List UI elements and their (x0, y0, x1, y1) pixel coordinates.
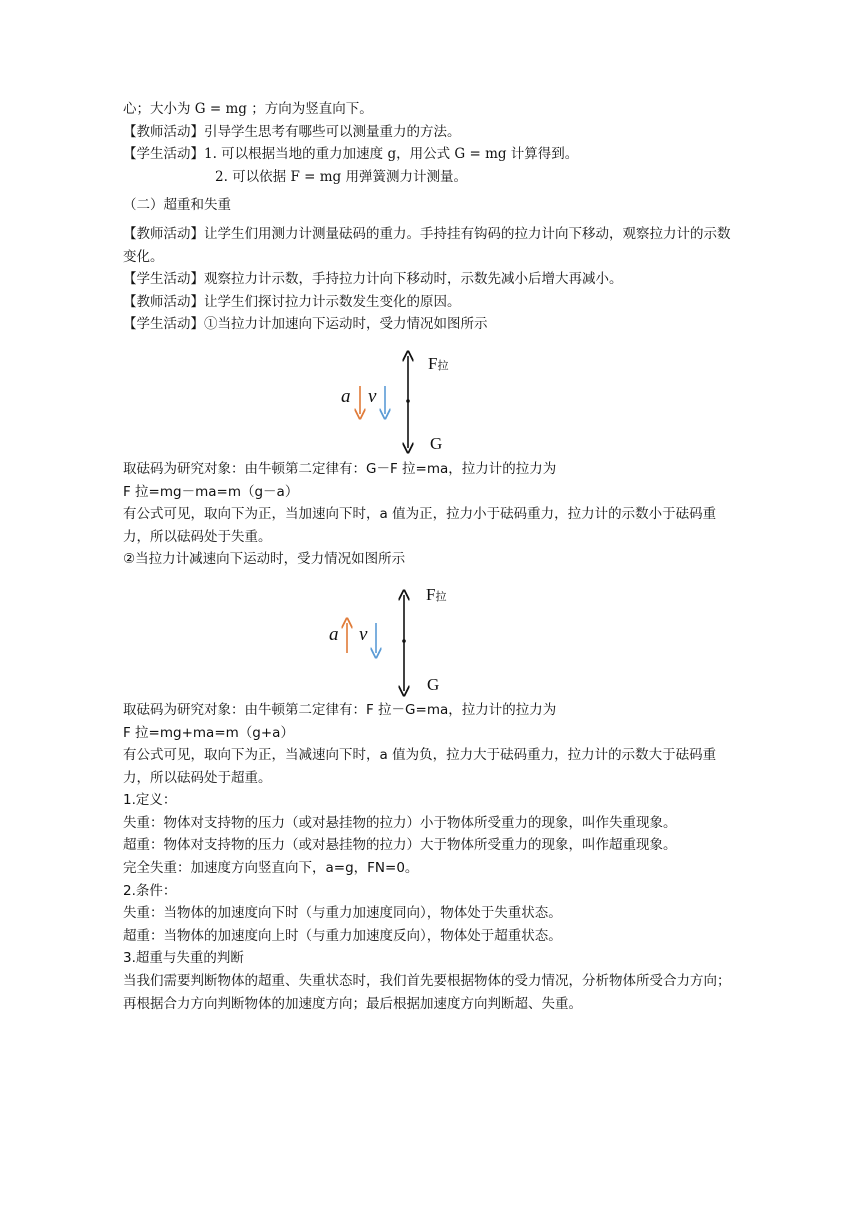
mass-point-2 (402, 639, 406, 643)
heading-conditions: 2.条件： (123, 882, 177, 899)
acceleration-label-1: a (341, 385, 351, 407)
text-line-student-activity-1: 【学生活动】1. 可以根据当地的重力加速度 g，用公式 G = mg 计算得到。 (123, 146, 579, 163)
heading-judgement: 3.超重与失重的判断 (123, 950, 244, 967)
text-line-student-activity-3: 【学生活动】①当拉力计加速向下运动时，受力情况如图所示 (123, 316, 488, 333)
text-line-teacher-activity-3: 【教师活动】让学生们探讨拉力计示数发生变化的原因。 (123, 293, 461, 310)
text-line-newton-law-2: 取砝码为研究对象：由牛顿第二定律有：F 拉－G=ma，拉力计的拉力为 (123, 701, 557, 718)
section-heading-overweight-weightless: （二）超重和失重 (123, 197, 231, 214)
text-line-judgement-method: 当我们需要判断物体的超重、失重状态时，我们首先要根据物体的受力情况，分析物体所受合力方向；再根据合力方向判断物体的加速度方向；最后根据加速度方向判断超、失重。 (123, 973, 731, 1012)
acceleration-label-2: a (329, 623, 339, 645)
text-line-conclusion-weightless: 有公式可见，取向下为正，当加速向下时，a 值为正，拉力小于砝码重力，拉力计的示数小于砝码重力，所以砝码处于失重。 (123, 506, 717, 545)
document-body (123, 98, 743, 1015)
text-line-weightless-definition: 失重：物体对支持物的压力（或对悬挂物的拉力）小于物体所受重力的现象，叫作失重现象。 (123, 814, 677, 831)
text-line-conclusion-overweight: 有公式可见，取向下为正，当减速向下时，a 值为负，拉力大于砝码重力，拉力计的示数大于砝码重力，所以砝码处于超重。 (123, 747, 717, 786)
text-line-student-activity-2: 【学生活动】观察拉力计示数，手持拉力计向下移动时，示数先减小后增大再减小。 (123, 271, 623, 288)
text-line-teacher-activity-1: 【教师活动】引导学生思考有哪些可以测量重力的方法。 (123, 123, 461, 140)
text-line-newton-law-1: 取砝码为研究对象：由牛顿第二定律有：G－F 拉=ma，拉力计的拉力为 (123, 460, 557, 477)
text-line-student-activity-1b: 2. 可以依据 F = mg 用弹簧测力计测量。 (215, 168, 467, 185)
pull-force-label-1: F拉 (428, 353, 449, 373)
force-diagram-accelerating-down (123, 336, 743, 458)
gravity-label-1: G (430, 433, 443, 453)
force-diagram-decelerating-down (123, 571, 743, 699)
gravity-label-2: G (427, 674, 440, 694)
velocity-label-1: v (368, 385, 377, 407)
text-line-complete-weightless: 完全失重：加速度方向竖直向下，a=g，FN=0。 (123, 860, 419, 877)
text-line-overweight-condition: 超重：当物体的加速度向上时（与重力加速度反向），物体处于超重状态。 (123, 927, 562, 944)
pull-force-label-2: F拉 (426, 584, 447, 604)
text-line-weightless-condition: 失重：当物体的加速度向下时（与重力加速度同向），物体处于失重状态。 (123, 905, 562, 922)
text-line-gravity-definition: 心；大小为 G = mg ；方向为竖直向下。 (123, 101, 373, 117)
text-line-teacher-activity-2: 【教师活动】让学生们用测力计测量砝码的重力。手持挂有钩码的拉力计向下移动，观察拉力计的示数变化。 (123, 225, 731, 265)
text-line-decelerating-down: ②当拉力计减速向下运动时，受力情况如图所示 (123, 551, 406, 568)
formula-pull-force-2: F 拉=mg+ma=m（g+a） (123, 724, 294, 741)
velocity-label-2: v (359, 623, 368, 645)
heading-definition: 1.定义： (123, 792, 177, 809)
mass-point-1 (406, 399, 410, 403)
text-line-overweight-definition: 超重：物体对支持物的压力（或对悬挂物的拉力）大于物体所受重力的现象，叫作超重现象。 (123, 837, 677, 854)
formula-pull-force-1: F 拉=mg－ma=m（g－a） (123, 483, 299, 500)
